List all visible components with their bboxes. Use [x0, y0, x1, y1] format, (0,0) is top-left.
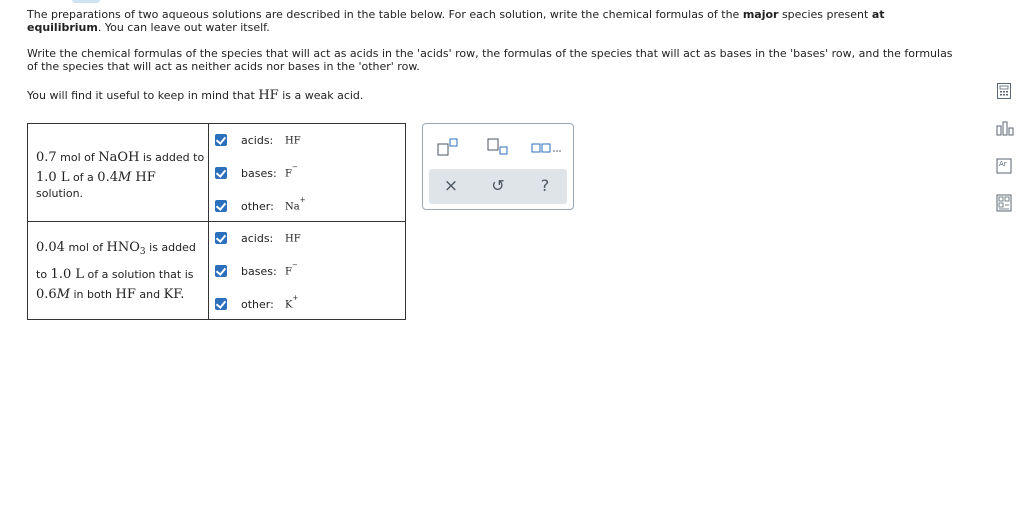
bases-answer-field[interactable]: F−	[285, 163, 298, 180]
acids-label: acids:	[241, 231, 274, 245]
acids-answer-field[interactable]: HF	[285, 135, 301, 147]
table-row	[28, 124, 406, 222]
bold-major: major	[742, 8, 779, 21]
desc-line: 0.6M in both HF and KF.	[36, 287, 185, 303]
periodic-table-icon[interactable]	[996, 158, 1012, 174]
bases-checkbox-icon[interactable]	[215, 167, 227, 179]
desc-line: to 1.0 L of a solution that is	[36, 267, 194, 283]
intro-text: . You can leave out water itself.	[97, 21, 270, 34]
acids-label: acids:	[241, 133, 274, 147]
formula-toolbox	[422, 123, 574, 210]
other-row	[215, 296, 298, 312]
other-row	[215, 198, 306, 214]
desc-line: solution.	[36, 187, 84, 200]
bases-row	[215, 263, 298, 279]
bases-label: bases:	[241, 264, 277, 278]
help-button[interactable]: ?	[540, 176, 550, 195]
bases-answer-field[interactable]: F−	[285, 261, 298, 278]
other-label: other:	[241, 297, 274, 311]
solution-2-answers	[209, 222, 406, 320]
toolbox-button-bar	[429, 169, 567, 204]
solution-1-answers	[209, 124, 406, 222]
undo-button[interactable]: ↺	[491, 176, 505, 195]
intro-text: The preparations of two aqueous solutions are described in the table below. For each solution, write the chemical formulas of the	[27, 8, 743, 21]
desc-line: 0.7 mol of NaOH is added to	[36, 150, 205, 165]
other-answer-field[interactable]: K+	[285, 294, 299, 311]
solution-1-description	[28, 124, 209, 222]
other-answer-field[interactable]: Na+	[285, 196, 306, 213]
acids-checkbox-icon[interactable]	[215, 232, 227, 244]
solution-2-description	[28, 222, 209, 320]
instructions-paragraph-2: Write the chemical formulas of the species that will act as acids in the 'acids' row, the formulas of the species that will act as bases in the 'bases' row, and the formulas of the species that will act as neither acids nor bases in the 'other' row.	[27, 47, 953, 73]
table-row	[28, 222, 406, 320]
subscript-icon[interactable]	[487, 138, 509, 159]
bases-row	[215, 165, 298, 181]
other-checkbox-icon[interactable]	[215, 298, 227, 310]
ellipsis-list-icon[interactable]	[531, 138, 567, 159]
desc-line: 1.0 L of a 0.4M HF	[36, 170, 156, 185]
superscript-icon[interactable]	[437, 138, 459, 159]
acids-row	[215, 132, 301, 148]
intro-text: species present	[778, 8, 872, 21]
reference-icon[interactable]	[996, 194, 1012, 210]
other-checkbox-icon[interactable]	[215, 200, 227, 212]
acids-checkbox-icon[interactable]	[215, 134, 227, 146]
bold-equilibrium: at equilibrium	[27, 8, 885, 34]
hint-text: You will find it useful to keep in mind that	[27, 89, 259, 102]
hint-text: is a weak acid.	[278, 89, 364, 102]
instructions-paragraph-1	[27, 8, 957, 34]
desc-line: 0.04 mol of $HNO_3$ is added	[36, 240, 196, 258]
bases-checkbox-icon[interactable]	[215, 265, 227, 277]
acids-answer-field[interactable]: HF	[285, 233, 301, 245]
other-label: other:	[241, 199, 274, 213]
bases-label: bases:	[241, 166, 277, 180]
clear-button[interactable]: ×	[443, 176, 459, 196]
solutions-table	[27, 123, 406, 320]
periodic-table-label: Ar	[999, 160, 1007, 168]
instructions-paragraph-3	[27, 89, 957, 102]
acids-row	[215, 230, 301, 246]
top-tab-indicator	[72, 0, 100, 3]
hf-formula: HF	[258, 88, 279, 103]
data-chart-icon[interactable]	[996, 120, 1012, 136]
calculator-icon[interactable]	[996, 82, 1012, 98]
